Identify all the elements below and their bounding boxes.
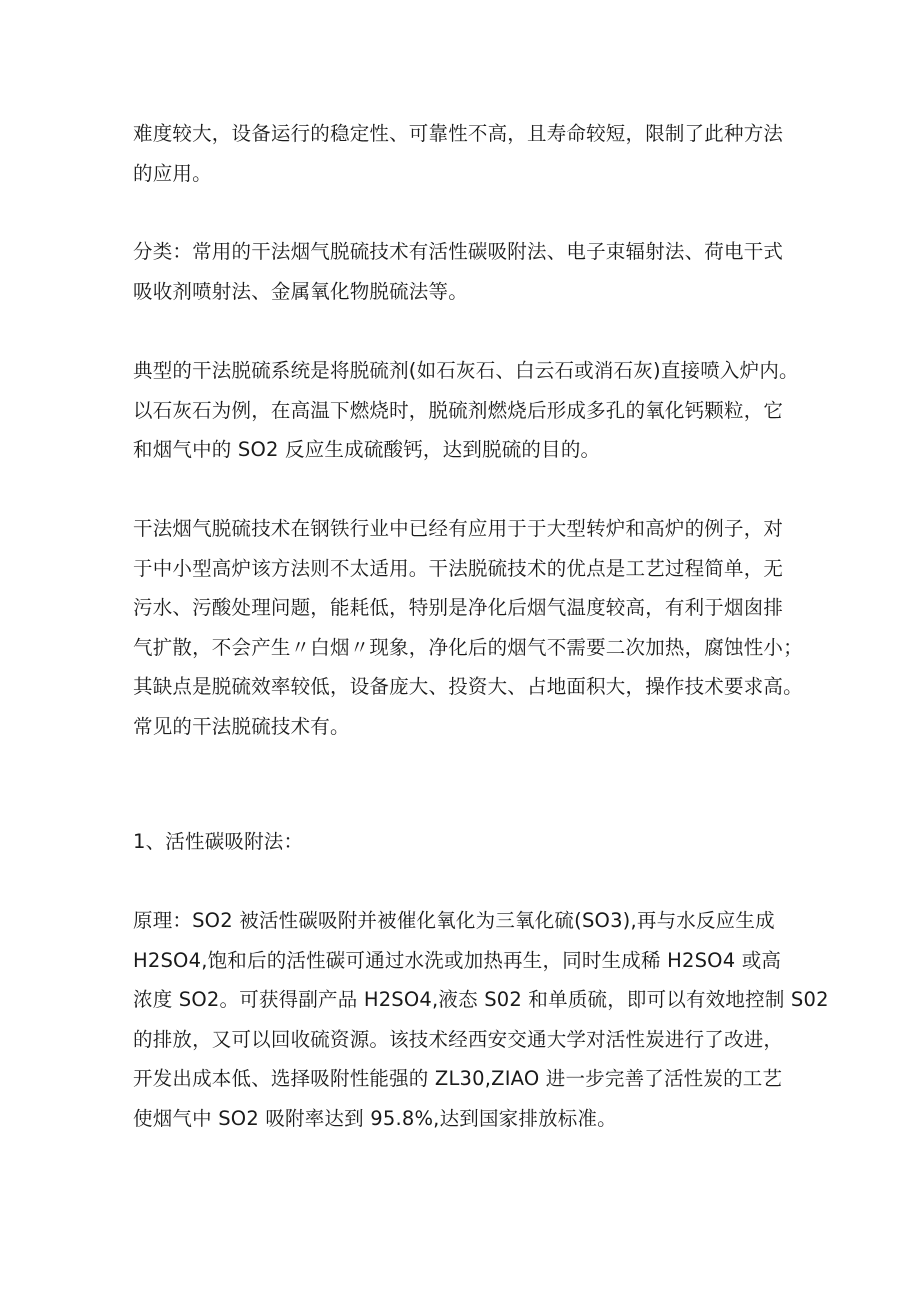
paragraph-intro-limitations [133, 114, 798, 193]
text-line: 污水、污酸处理问题，能耗低，特别是净化后烟气温度较高，有利于烟囱排 [133, 596, 784, 619]
section-heading-activated-carbon [133, 822, 798, 862]
paragraph-advantages-disadvantages [133, 509, 803, 746]
text-line: 分类：常用的干法烟气脱硫技术有活性碳吸附法、电子束辐射法、荷电干式 [133, 240, 784, 263]
text-line: 于中小型高炉该方法则不太适用。干法脱硫技术的优点是工艺过程简单，无 [133, 556, 784, 580]
text-line: 原理：SO2 被活性碳吸附并被催化氧化为三氧化硫(SO3),再与水反应生成 [133, 909, 775, 932]
text-line: 干法烟气脱硫技术在钢铁行业中已经有应用于于大型转炉和高炉的例子，对 [133, 517, 784, 540]
text-line: 使烟气中 SO2 吸附率达到 95.8%,达到国家排放标准。 [133, 1106, 617, 1130]
text-line: 1、活性碳吸附法： [133, 830, 304, 853]
text-line: 吸收剂喷射法、金属氧化物脱硫法等。 [133, 279, 468, 303]
paragraph-classification [133, 232, 798, 311]
text-line: 浓度 SO2。可获得副产品 H2SO4,液态 S02 和单质硫，即可以有效地控制 S02 [133, 988, 829, 1011]
paragraph-principle [133, 901, 829, 1138]
text-line: 难度较大，设备运行的稳定性、可靠性不高，且寿命较短，限制了此种方法 [133, 122, 784, 145]
text-line: H2SO4,饱和后的活性碳可通过水洗或加热再生，同时生成稀 H2SO4 或高 [133, 948, 782, 972]
text-line: 以石灰石为例，在高温下燃烧时，脱硫剂燃烧后形成多孔的氧化钙颗粒，它 [133, 398, 784, 422]
text-line: 开发出成本低、选择吸附性能强的 ZL30,ZIAO 进一步完善了活性炭的工艺 [133, 1067, 783, 1090]
text-line: 常见的干法脱硫技术有。 [133, 714, 350, 738]
text-line: 的排放，又可以回收硫资源。该技术经西安交通大学对活性炭进行了改进， [133, 1027, 784, 1051]
text-line: 的应用。 [133, 161, 212, 185]
text-line: 其缺点是脱硫效率较低，设备庞大、投资大、占地面积大，操作技术要求高。 [133, 675, 803, 698]
text-line: 典型的干法脱硫系统是将脱硫剂(如石灰石、白云石或消石灰)直接喷入炉内。 [133, 359, 799, 382]
paragraph-typical-system [133, 351, 798, 470]
text-line: 和烟气中的 SO2 反应生成硫酸钙，达到脱硫的目的。 [133, 438, 601, 461]
text-line: 气扩散，不会产生〃白烟〃现象，净化后的烟气不需要二次加热，腐蚀性小； [133, 635, 803, 659]
